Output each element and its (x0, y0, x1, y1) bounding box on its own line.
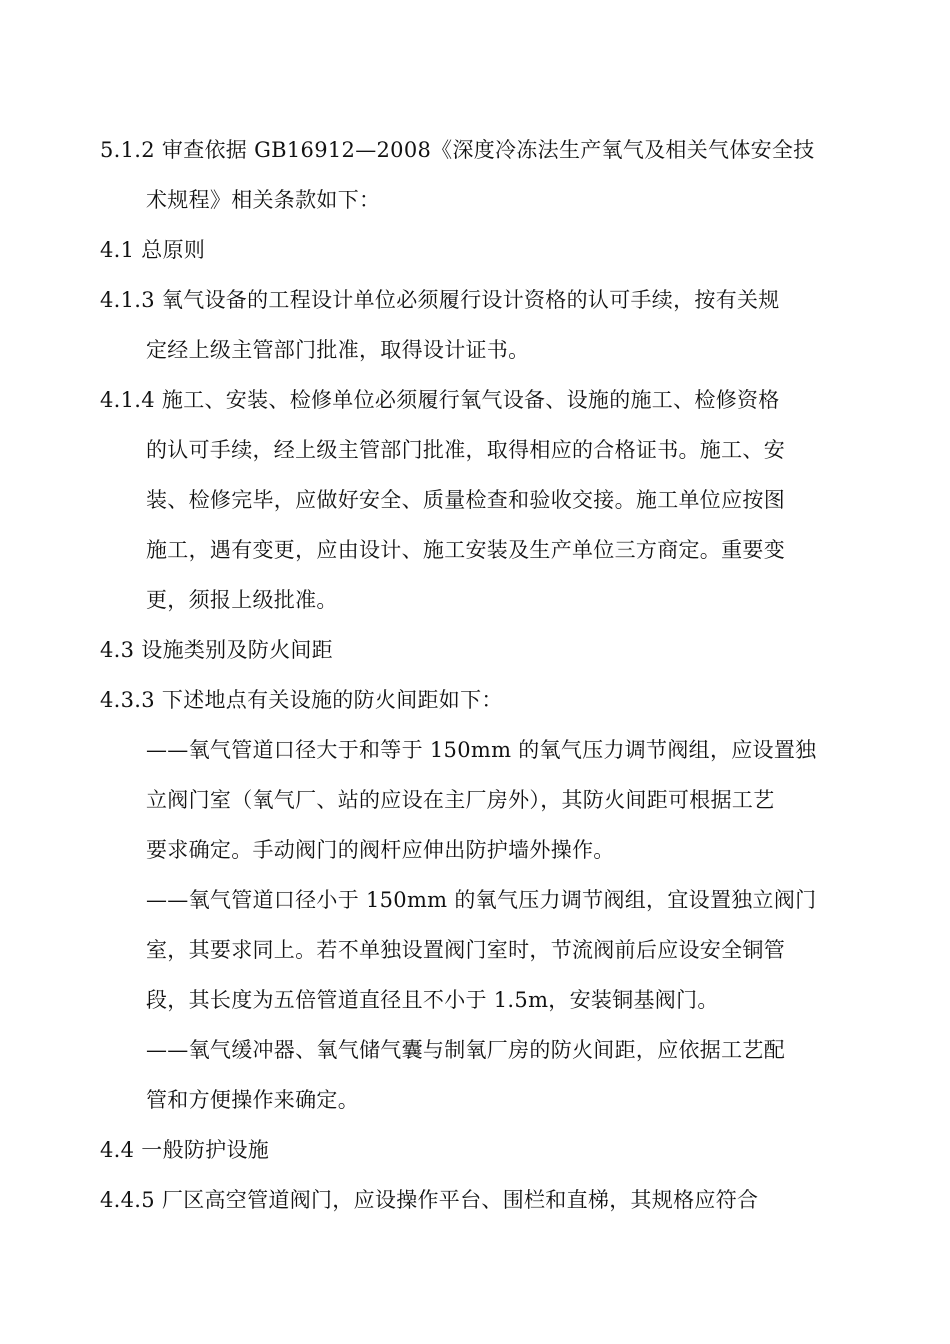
clause-4-3-3-line-1: 4.3.3 下述地点有关设施的防火间距如下： (100, 688, 503, 712)
clause-5-1-2-line-1: 5.1.2 审查依据 GB16912—2008《深度冷冻法生产氧气及相关气体安全技 (100, 138, 815, 162)
item-1-line-2: 立阀门室（氧气厂、站的应设在主厂房外），其防火间距可根据工艺 (146, 788, 775, 812)
clause-4-1-4-line-1: 4.1.4 施工、安装、检修单位必须履行氧气设备、设施的施工、检修资格 (100, 388, 780, 412)
clause-4-1-3-line-1: 4.1.3 氧气设备的工程设计单位必须履行设计资格的认可手续，按有关规 (100, 288, 780, 312)
clause-4-1-4-line-2: 的认可手续，经上级主管部门批准，取得相应的合格证书。施工、安 (146, 438, 785, 462)
clause-4-1-3-line-2: 定经上级主管部门批准，取得设计证书。 (146, 338, 530, 362)
clause-4-1-4-line-4: 施工，遇有变更，应由设计、施工安装及生产单位三方商定。重要变 (146, 538, 785, 562)
item-1-line-3: 要求确定。手动阀门的阀杆应伸出防护墙外操作。 (146, 838, 615, 862)
item-3-line-2: 管和方便操作来确定。 (146, 1088, 359, 1112)
item-1-line-1: ——氧气管道口径大于和等于 150mm 的氧气压力调节阀组，应设置独 (146, 738, 817, 762)
section-4-4-heading: 4.4 一般防护设施 (100, 1138, 270, 1162)
clause-4-1-4-line-5: 更，须报上级批准。 (146, 588, 338, 612)
clause-4-1-4-line-3: 装、检修完毕，应做好安全、质量检查和验收交接。施工单位应按图 (146, 488, 785, 512)
clause-5-1-2-line-2: 术规程》相关条款如下： (146, 188, 381, 212)
section-4-3-heading: 4.3 设施类别及防火间距 (100, 638, 333, 662)
item-2-line-3: 段，其长度为五倍管道直径且不小于 1.5m，安装铜基阀门。 (146, 988, 719, 1012)
item-2-line-2: 室，其要求同上。若不单独设置阀门室时，节流阀前后应设安全铜管 (146, 938, 785, 962)
clause-4-4-5-line-1: 4.4.5 厂区高空管道阀门，应设操作平台、围栏和直梯，其规格应符合 (100, 1188, 759, 1212)
section-4-1-heading: 4.1 总原则 (100, 238, 206, 262)
item-3-line-1: ——氧气缓冲器、氧气储气囊与制氧厂房的防火间距，应依据工艺配 (146, 1038, 785, 1062)
item-2-line-1: ——氧气管道口径小于 150mm 的氧气压力调节阀组，宜设置独立阀门 (146, 888, 817, 912)
